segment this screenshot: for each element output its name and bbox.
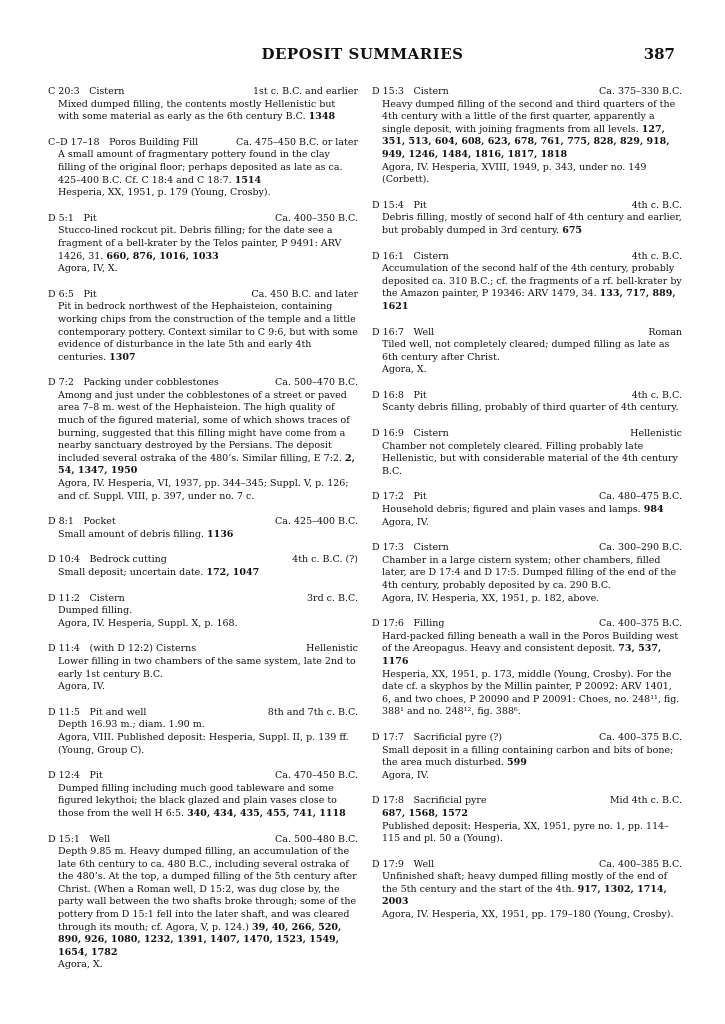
entry-label [48, 86, 124, 99]
description-text: Lower filling in two chambers of the same system, late 2nd to early 1st century B.C. [58, 655, 356, 680]
entry-label [372, 390, 427, 403]
entry-heading [372, 428, 682, 441]
deposit-id: D 15:3 [372, 86, 404, 97]
deposit-id: D 17:7 [372, 731, 404, 743]
deposit-description [48, 301, 358, 364]
deposit-entry [48, 137, 358, 200]
description-text: Small amount of debris filling. [58, 528, 204, 540]
catalogue-numbers: 917, 1302, 1714, 2003 [382, 883, 667, 908]
deposit-entry [372, 327, 682, 377]
deposit-entry [48, 516, 358, 541]
deposit-date: 4th c. B.C. [631, 199, 682, 211]
description-text: Chamber not completely cleared. Filling probably late Hellenistic, but with considerable material of the 4th century B.C. [382, 440, 678, 477]
deposit-id: D 17:9 [372, 858, 404, 870]
deposit-description [372, 808, 682, 821]
deposit-description [48, 783, 358, 821]
deposit-date: Hellenistic [306, 643, 358, 655]
deposit-description [48, 605, 358, 618]
deposit-type: Cistern [413, 250, 449, 262]
entry-label [372, 732, 502, 745]
description-text: Dumped filling including much good tableware and some figured lekythoi; the black glazed and plain vases close to those from the well H 6:5. [58, 782, 337, 819]
deposit-id: D 16:9 [372, 428, 404, 440]
entry-label [48, 377, 219, 390]
deposit-type: Cistern [413, 428, 449, 440]
deposit-date: 4th c. B.C. [631, 389, 682, 401]
catalogue-numbers: 599 [506, 757, 527, 769]
entry-heading [372, 732, 682, 745]
deposit-date: Ca. 400–375 B.C. [599, 618, 682, 630]
entry-label [48, 707, 146, 720]
deposit-type: Sacrificial pyre (?) [413, 731, 503, 743]
entry-heading [48, 643, 358, 656]
deposit-id: D 17:6 [372, 618, 404, 630]
entry-label [48, 213, 97, 226]
bibliographic-reference: Agora, IV. Hesperia, XVIII, 1949, p. 343, under no. 149 (Corbett). [382, 161, 647, 186]
description-text: Accumulation of the second half of the 4th century, probably deposited ca. 310 B.C.; cf. the fragments of a rf. bell-krater by the Amazon painter, P 19346: ARV 1479, 34. [382, 263, 682, 300]
deposit-entry [372, 491, 682, 529]
deposit-type: Well [413, 326, 435, 338]
deposit-date: Ca. 300–290 B.C. [599, 542, 682, 554]
deposit-date: Roman [648, 326, 682, 338]
entry-heading [372, 618, 682, 631]
description-text: Small deposit; uncertain date. [58, 567, 204, 578]
deposit-entry [372, 859, 682, 922]
entry-heading [372, 251, 682, 264]
deposit-id: D 11:2 [48, 592, 80, 604]
deposit-id: D 16:1 [372, 250, 404, 262]
description-text: Unfinished shaft; heavy dumped filling mostly of the end of the 5th century and the start of the 4th. [382, 871, 668, 895]
deposit-date: Ca. 400–385 B.C. [599, 858, 682, 870]
entry-label [372, 86, 449, 99]
deposit-type: Bedrock cutting [89, 554, 167, 566]
deposit-id: D 11:4 [48, 643, 80, 655]
description-text: Household debris; figured and plain vases and lamps. [382, 504, 641, 516]
catalogue-numbers: 1136 [206, 528, 234, 540]
deposit-description [372, 745, 682, 770]
deposit-entry [372, 86, 682, 187]
deposit-date: 4th c. B.C. [631, 250, 682, 262]
deposit-date: Ca. 400–375 B.C. [599, 731, 682, 743]
deposit-id: D 5:1 [48, 212, 74, 224]
description-text: Debris filling, mostly of second half of 4th century and earlier, but probably dumped in 3rd century. [382, 212, 682, 236]
description-text: Scanty debris filling, probably of third quarter of 4th century. [382, 402, 679, 414]
entry-heading [372, 542, 682, 555]
deposit-description [372, 555, 682, 593]
deposit-description [48, 149, 358, 187]
catalogue-numbers: 1307 [109, 351, 136, 363]
catalogue-numbers: 340, 434, 435, 455, 741, 1118 [187, 807, 346, 819]
entry-heading [372, 491, 682, 504]
deposit-description [372, 263, 682, 313]
deposit-description [48, 390, 358, 478]
deposit-type: Cistern [89, 86, 125, 97]
entry-label [48, 516, 116, 529]
deposit-description [48, 656, 358, 681]
right-column [372, 86, 682, 935]
catalogue-numbers: 687, 1568, 1572 [382, 807, 468, 819]
entry-heading [48, 554, 358, 567]
deposit-description [48, 719, 358, 732]
deposit-entry [372, 732, 682, 782]
entry-heading [48, 593, 358, 606]
deposit-type: Cistern [413, 542, 449, 554]
entry-heading [372, 795, 682, 808]
catalogue-numbers: 1348 [308, 111, 336, 123]
deposit-id: D 7:2 [48, 377, 74, 389]
catalogue-numbers: 675 [562, 224, 583, 236]
entry-heading [372, 859, 682, 872]
catalogue-numbers: 1514 [234, 174, 262, 186]
deposit-date: Ca. 500–470 B.C. [275, 377, 358, 389]
bibliographic-reference: Agora, IV. [382, 769, 429, 781]
deposit-date: Ca. 500–480 B.C. [275, 833, 358, 845]
entry-heading [48, 86, 358, 99]
catalogue-numbers: 172, 1047 [206, 567, 260, 578]
bibliographic-reference: Agora, X. [58, 959, 103, 971]
entry-label [48, 593, 125, 606]
description-text: Depth 16.93 m.; diam. 1.90 m. [58, 719, 205, 731]
bibliographic-reference: Hesperia, XX, 1951, p. 173, middle (Young, Crosby). For the date cf. a skyphos by the Millin painter, P 20092: ARV 1401, 6, and two choes, P 20090 and P 20091: Choes, no. 248¹¹, fig. 388¹ and no. 248¹², fig. 388⁶. [382, 668, 680, 718]
bibliographic-reference: Agora, VIII. Published deposit: Hesperia, Suppl. II, p. 139 ff. (Young, Group C). [58, 731, 349, 756]
deposit-id: D 16:7 [372, 326, 404, 338]
entry-label [48, 554, 167, 567]
entry-heading [48, 834, 358, 847]
entry-heading [48, 289, 358, 302]
deposit-id: D 17:2 [372, 491, 404, 503]
deposit-id: D 17:8 [372, 795, 404, 807]
deposit-description [48, 99, 358, 124]
deposit-date: 4th c. B.C. (?) [292, 554, 358, 566]
catalogue-numbers: 73, 537, 1176 [382, 643, 662, 667]
description-text: Mixed dumped filling, the contents mostly Hellenistic but with some material as early as the 6th century B.C. [58, 98, 336, 123]
deposit-description [48, 846, 358, 959]
deposit-id: D 6:5 [48, 288, 74, 300]
bibliographic-reference: Agora, X. [382, 364, 427, 376]
deposit-type: Pit and well [89, 706, 147, 718]
deposit-entry [48, 593, 358, 631]
description-text: Stucco-lined rockcut pit. Debris filling; for the date see a fragment of a bell-krater by the Telos painter, P 9491: ARV 1426, 31. [58, 225, 342, 262]
entry-heading [48, 516, 358, 529]
deposit-id: C–D 17–18 [48, 136, 100, 148]
left-column [48, 86, 358, 985]
catalogue-numbers: 133, 717, 889, 1621 [382, 288, 676, 312]
deposit-id: D 8:1 [48, 516, 74, 528]
bibliographic-reference: Agora, IV. Hesperia, VI, 1937, pp. 344–345; Suppl. V, p. 126; and cf. Suppl. VIII, p. 397, under no. 7 c. [58, 478, 349, 502]
deposit-id: D 15:1 [48, 833, 80, 845]
catalogue-numbers: 2, 54, 1347, 1950 [58, 452, 355, 477]
deposit-date: Ca. 475–450 B.C. or later [236, 136, 358, 148]
description-text: Pit in bedrock northwest of the Hephaisteion, containing working chips from the construction of the temple and a little contemporary pottery. Context similar to C 9:6, but with some evidence of disturbance in the late 5th and early 4th centuries. [58, 301, 358, 363]
deposit-date: Ca. 470–450 B.C. [275, 770, 358, 782]
deposit-date: 1st c. B.C. and earlier [252, 86, 358, 97]
deposit-description [372, 631, 682, 669]
deposit-type: Pocket [83, 516, 116, 528]
entry-label [48, 770, 103, 783]
entry-label [372, 251, 449, 264]
deposit-entry [48, 834, 358, 973]
deposit-description [372, 212, 682, 237]
deposit-type: Poros Building Fill [109, 136, 199, 148]
description-text: Small deposit in a filling containing carbon and bits of bone; the area much disturbed. [382, 744, 674, 769]
description-text: Depth 9.85 m. Heavy dumped filling, an accumulation of the late 6th century to ca. 480 B.C., including several ostraka of the 480’s. At the top, a dumped filling of the 5th century after Christ. (When a Roman well, D 15:2, was dug close by, the party wall between the two shafts broke through; some of the pottery from D 15:1 fell into the later shaft, and was cleared through its mouth; cf. Agora, V, p. 124.) [58, 846, 357, 933]
deposit-date: Ca. 450 B.C. and later [251, 288, 358, 300]
entry-heading [372, 86, 682, 99]
deposit-type: Pit [83, 288, 97, 300]
deposit-entry [372, 542, 682, 605]
deposit-entry [48, 643, 358, 693]
description-text: Dumped filling. [58, 605, 133, 617]
page-header [50, 45, 675, 69]
deposit-entry [372, 795, 682, 845]
running-title: DEPOSIT SUMMARIES [261, 45, 464, 63]
deposit-entry [48, 86, 358, 124]
deposit-description [372, 871, 682, 909]
deposit-description [48, 225, 358, 263]
deposit-type: Sacrificial pyre [413, 795, 487, 807]
deposit-entry [372, 200, 682, 238]
entry-heading [372, 390, 682, 403]
bibliographic-reference: Agora, IV. [58, 681, 105, 693]
deposit-description [372, 441, 682, 479]
deposit-date: Hellenistic [630, 428, 682, 440]
bibliographic-reference: Published deposit: Hesperia, XX, 1951, pyre no. 1, pp. 114–115 and pl. 50 a (Young). [382, 820, 669, 845]
deposit-entry [372, 428, 682, 478]
entry-label [48, 834, 110, 847]
deposit-id: D 11:5 [48, 706, 80, 718]
deposit-description [48, 567, 358, 580]
deposit-description [48, 529, 358, 542]
deposit-type: Filling [413, 618, 445, 630]
description-text: Heavy dumped filling of the second and third quarters of the 4th century with a little of the first quarter, apparently a single deposit, with joining fragments from all levels. [382, 98, 676, 135]
entry-label [372, 618, 444, 631]
entry-label [372, 428, 449, 441]
deposit-entry [48, 554, 358, 579]
description-text: Hard-packed filling beneath a wall in the Poros Building west of the Areopagus. Heavy and consistent deposit. [382, 630, 679, 655]
deposit-date: Ca. 400–350 B.C. [275, 212, 358, 224]
deposit-type: Pit [413, 199, 427, 211]
description-text: A small amount of fragmentary pottery found in the clay filling of the original floor; perhaps deposited as late as ca. 425–400 B.C. Cf. C 18:4 and C 18:7. [58, 149, 343, 186]
bibliographic-reference: Agora, IV. [382, 516, 429, 528]
deposit-entry [372, 618, 682, 719]
entry-heading [372, 200, 682, 213]
deposit-type: Packing under cobblestones [83, 377, 219, 389]
entry-heading [48, 377, 358, 390]
entry-label [372, 327, 434, 340]
deposit-date: Ca. 375–330 B.C. [599, 86, 682, 97]
deposit-type: Cistern [89, 592, 125, 604]
bibliographic-reference: Agora, IV. Hesperia, XX, 1951, p. 182, above. [382, 592, 600, 604]
deposit-type: Pit [83, 212, 97, 224]
deposit-type: Pit [413, 491, 427, 503]
entry-label [372, 491, 427, 504]
deposit-entry [48, 770, 358, 820]
catalogue-numbers: 984 [643, 504, 664, 516]
deposit-type: Cistern [413, 86, 449, 97]
deposit-entry [372, 390, 682, 415]
deposit-id: D 16:8 [372, 389, 404, 401]
deposit-description [372, 99, 682, 162]
deposit-type: Well [89, 833, 111, 845]
entry-label [48, 289, 97, 302]
description-text: Chamber in a large cistern system; other chambers, filled later, are D 17:4 and D 17:5. Dumped filling of the end of the 4th century, probably deposited by ca. 290 B.C. [382, 554, 677, 591]
deposit-date: Ca. 425–400 B.C. [275, 516, 358, 528]
entry-label [48, 137, 198, 150]
entry-label [372, 795, 487, 808]
deposit-date: 8th and 7th c. B.C. [267, 706, 358, 718]
deposit-entry [48, 707, 358, 757]
catalogue-numbers: 660, 876, 1016, 1033 [106, 250, 219, 262]
description-text: Tiled well, not completely cleared; dumped filling as late as 6th century after Christ. [382, 339, 670, 363]
deposit-id: D 15:4 [372, 199, 404, 211]
entry-label [48, 643, 196, 656]
deposit-id: D 17:3 [372, 542, 404, 554]
entry-heading [48, 137, 358, 150]
entry-heading [48, 707, 358, 720]
entry-heading [372, 327, 682, 340]
deposit-date: 3rd c. B.C. [307, 592, 358, 604]
deposit-date: Mid 4th c. B.C. [609, 795, 682, 807]
entry-heading [48, 770, 358, 783]
entry-label [372, 542, 449, 555]
deposit-type: Pit [413, 389, 427, 401]
bibliographic-reference: Agora, IV. Hesperia, Suppl. X, p. 168. [58, 617, 238, 629]
deposit-type: (with D 12:2) Cisterns [89, 643, 197, 655]
entry-label [372, 200, 427, 213]
deposit-description [372, 339, 682, 364]
entry-label [372, 859, 434, 872]
bibliographic-reference: Agora, IV. Hesperia, XX, 1951, pp. 179–180 (Young, Crosby). [382, 909, 674, 921]
deposit-id: D 12:4 [48, 770, 80, 782]
bibliographic-reference: Agora, IV, X. [58, 263, 118, 275]
page-number: 387 [643, 45, 675, 63]
catalogue-numbers: 39, 40, 266, 520, 890, 926, 1080, 1232, 1391, 1407, 1470, 1523, 1549, 1654, 1782 [58, 921, 342, 958]
deposit-entry [48, 377, 358, 503]
catalogue-numbers: 127, 351, 513, 604, 608, 623, 678, 761, 775, 828, 829, 918, 949, 1246, 1484, 1816, 1817, 1818 [382, 123, 670, 160]
entry-heading [48, 213, 358, 226]
deposit-id: C 20:3 [48, 86, 80, 97]
bibliographic-reference: Hesperia, XX, 1951, p. 179 (Young, Crosby). [58, 187, 271, 199]
description-text: Among and just under the cobblestones of a street or paved area 7–8 m. west of the Hephaisteion. The high quality of much of the figured material, some of which shows traces of burning, suggested that this filling might have come from a nearby sanctuary destroyed by the Persians. The deposit included several ostraka of the 480’s. Similar filling, E 7:2. [58, 389, 350, 464]
deposit-id: D 10:4 [48, 554, 80, 566]
deposit-entry [48, 289, 358, 365]
deposit-type: Well [413, 858, 435, 870]
deposit-entry [372, 251, 682, 314]
deposit-type: Pit [89, 770, 103, 782]
deposit-description [372, 402, 682, 415]
deposit-date: Ca. 480–475 B.C. [599, 491, 682, 503]
deposit-description [372, 504, 682, 517]
deposit-entry [48, 213, 358, 276]
